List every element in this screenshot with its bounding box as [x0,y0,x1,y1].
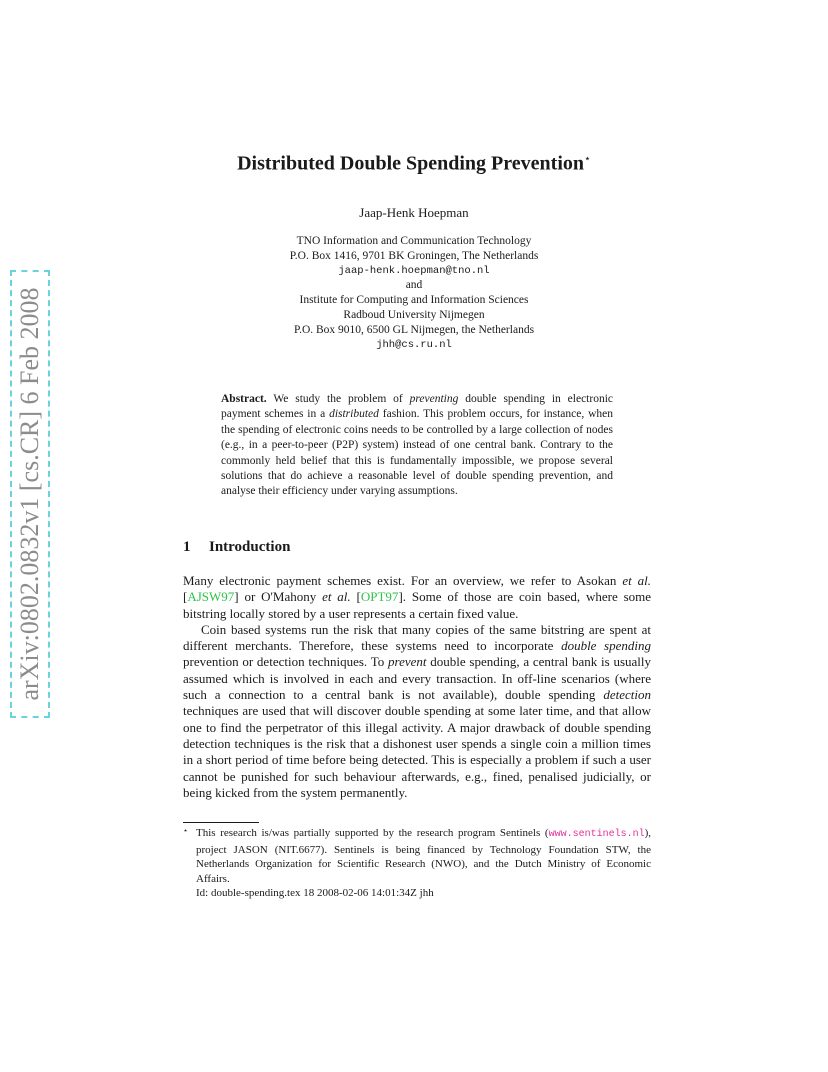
text: [ [183,589,188,605]
text: ), project JASON (NIT.6677). Sentinels is being financed by Technology Foundation STW, the Netherlands Organization for Scientific Research (NWO), and the Dutch Ministry of Economic Affairs. [196,827,651,885]
affiliation-line: P.O. Box 1416, 9701 BK Groningen, The Netherlands [289,249,539,262]
affiliation-line: P.O. Box 9010, 6500 GL Nijmegen, the Netherlands [293,323,535,336]
emphasis: double spending [561,638,651,654]
section-title: Introduction [209,539,291,555]
section-number: 1 [183,539,191,555]
abstract-text: fashion. This problem occurs, for instance, when the spending of electronic coins needs to be controlled by a large collection of nodes (e.g., in a peer-to-peer (P2P) system) instead of one central bank. Contrary to the commonly held belief that this is fundamentally impossible, we propose several solutions that do achieve a reasonable level of double spending prevention, and analyse their efficiency under varying assumptions. [221,408,613,498]
abstract-text: double spending in electronic payment schemes in a [221,393,613,421]
footnote-rule [183,822,259,823]
text: Many electronic payment schemes exist. For an overview, we refer to Asokan [183,573,623,588]
text: double spending, a central bank is usually assumed which is involved in each and every transaction. In off-line scenarios (where such a connection to a central bank is not available), double spending [183,654,651,703]
footnote [183,826,651,901]
text: ]. Some of those are coin based, where some bitstring locally stored by a user represents a certain fixed value. [183,589,652,621]
abstract-label: Abstract. [221,393,267,405]
text: techniques are used that will discover double spending at some later time, and that allow one to find the perpetrator of this illegal activity. A major drawback of double spending detection techniques is the risk that a dishonest user spends a single coin a million times in a short period of time before being detected. This is especially a problem if such a user cannot be punished for such behaviour afterwards, e.g., fined, penalised judicially, or being kicked from the system permanently. [183,703,651,800]
citation-link[interactable]: AJSW97 [187,589,235,605]
affiliations [0,234,828,352]
emphasis: detection [603,687,651,703]
abstract [221,392,613,500]
text: ] or O'Mahony [234,589,323,605]
affiliation-line: Radboud University Nijmegen [343,308,485,321]
affiliation-line: Institute for Computing and Information Sciences [299,294,529,307]
paragraph [183,573,651,622]
email-link[interactable]: jaap-henk.hoepman@tno.nl [338,264,490,277]
abstract-text: We study the problem of [266,393,410,405]
affiliation-line: and [405,279,423,292]
section-body [183,573,651,801]
text: This research is/was partially supported by the research program Sentinels ( [196,827,549,839]
text: [ [350,589,361,605]
text: prevention or detection techniques. To [183,654,388,670]
paper-title-text: Distributed Double Spending Prevention [237,152,584,175]
citation-link[interactable]: OPT97 [360,589,399,605]
title-footnote-mark: ⋆ [584,153,591,165]
email-link[interactable]: jhh@cs.ru.nl [376,338,452,351]
emphasis: et al. [322,589,351,605]
paragraph [183,622,651,801]
affiliation-line: TNO Information and Communication Technology [296,235,532,247]
author-name: Jaap-Henk Hoepman [359,205,469,220]
abstract-emphasis: preventing [409,393,459,405]
arxiv-stamp-text: arXiv:0802.0832v1 [cs.CR] 6 Feb 2008 [15,287,44,701]
footnote-mark: ⋆ [183,826,189,835]
footnote-text [183,826,651,886]
text: Coin based systems run the risk that many copies of the same bitstring are spent at different merchants. Therefore, these systems need to incorporate [183,621,651,654]
sentinels-link[interactable]: www.sentinels.nl [548,829,645,840]
emphasis: et al. [622,573,651,588]
version-id: Id: double-spending.tex 18 2008-02-06 14:01:34Z jhh [196,887,434,900]
paper-title [0,152,828,176]
section-heading [183,539,290,556]
emphasis: prevent [388,654,427,670]
abstract-emphasis: distributed [329,408,379,421]
